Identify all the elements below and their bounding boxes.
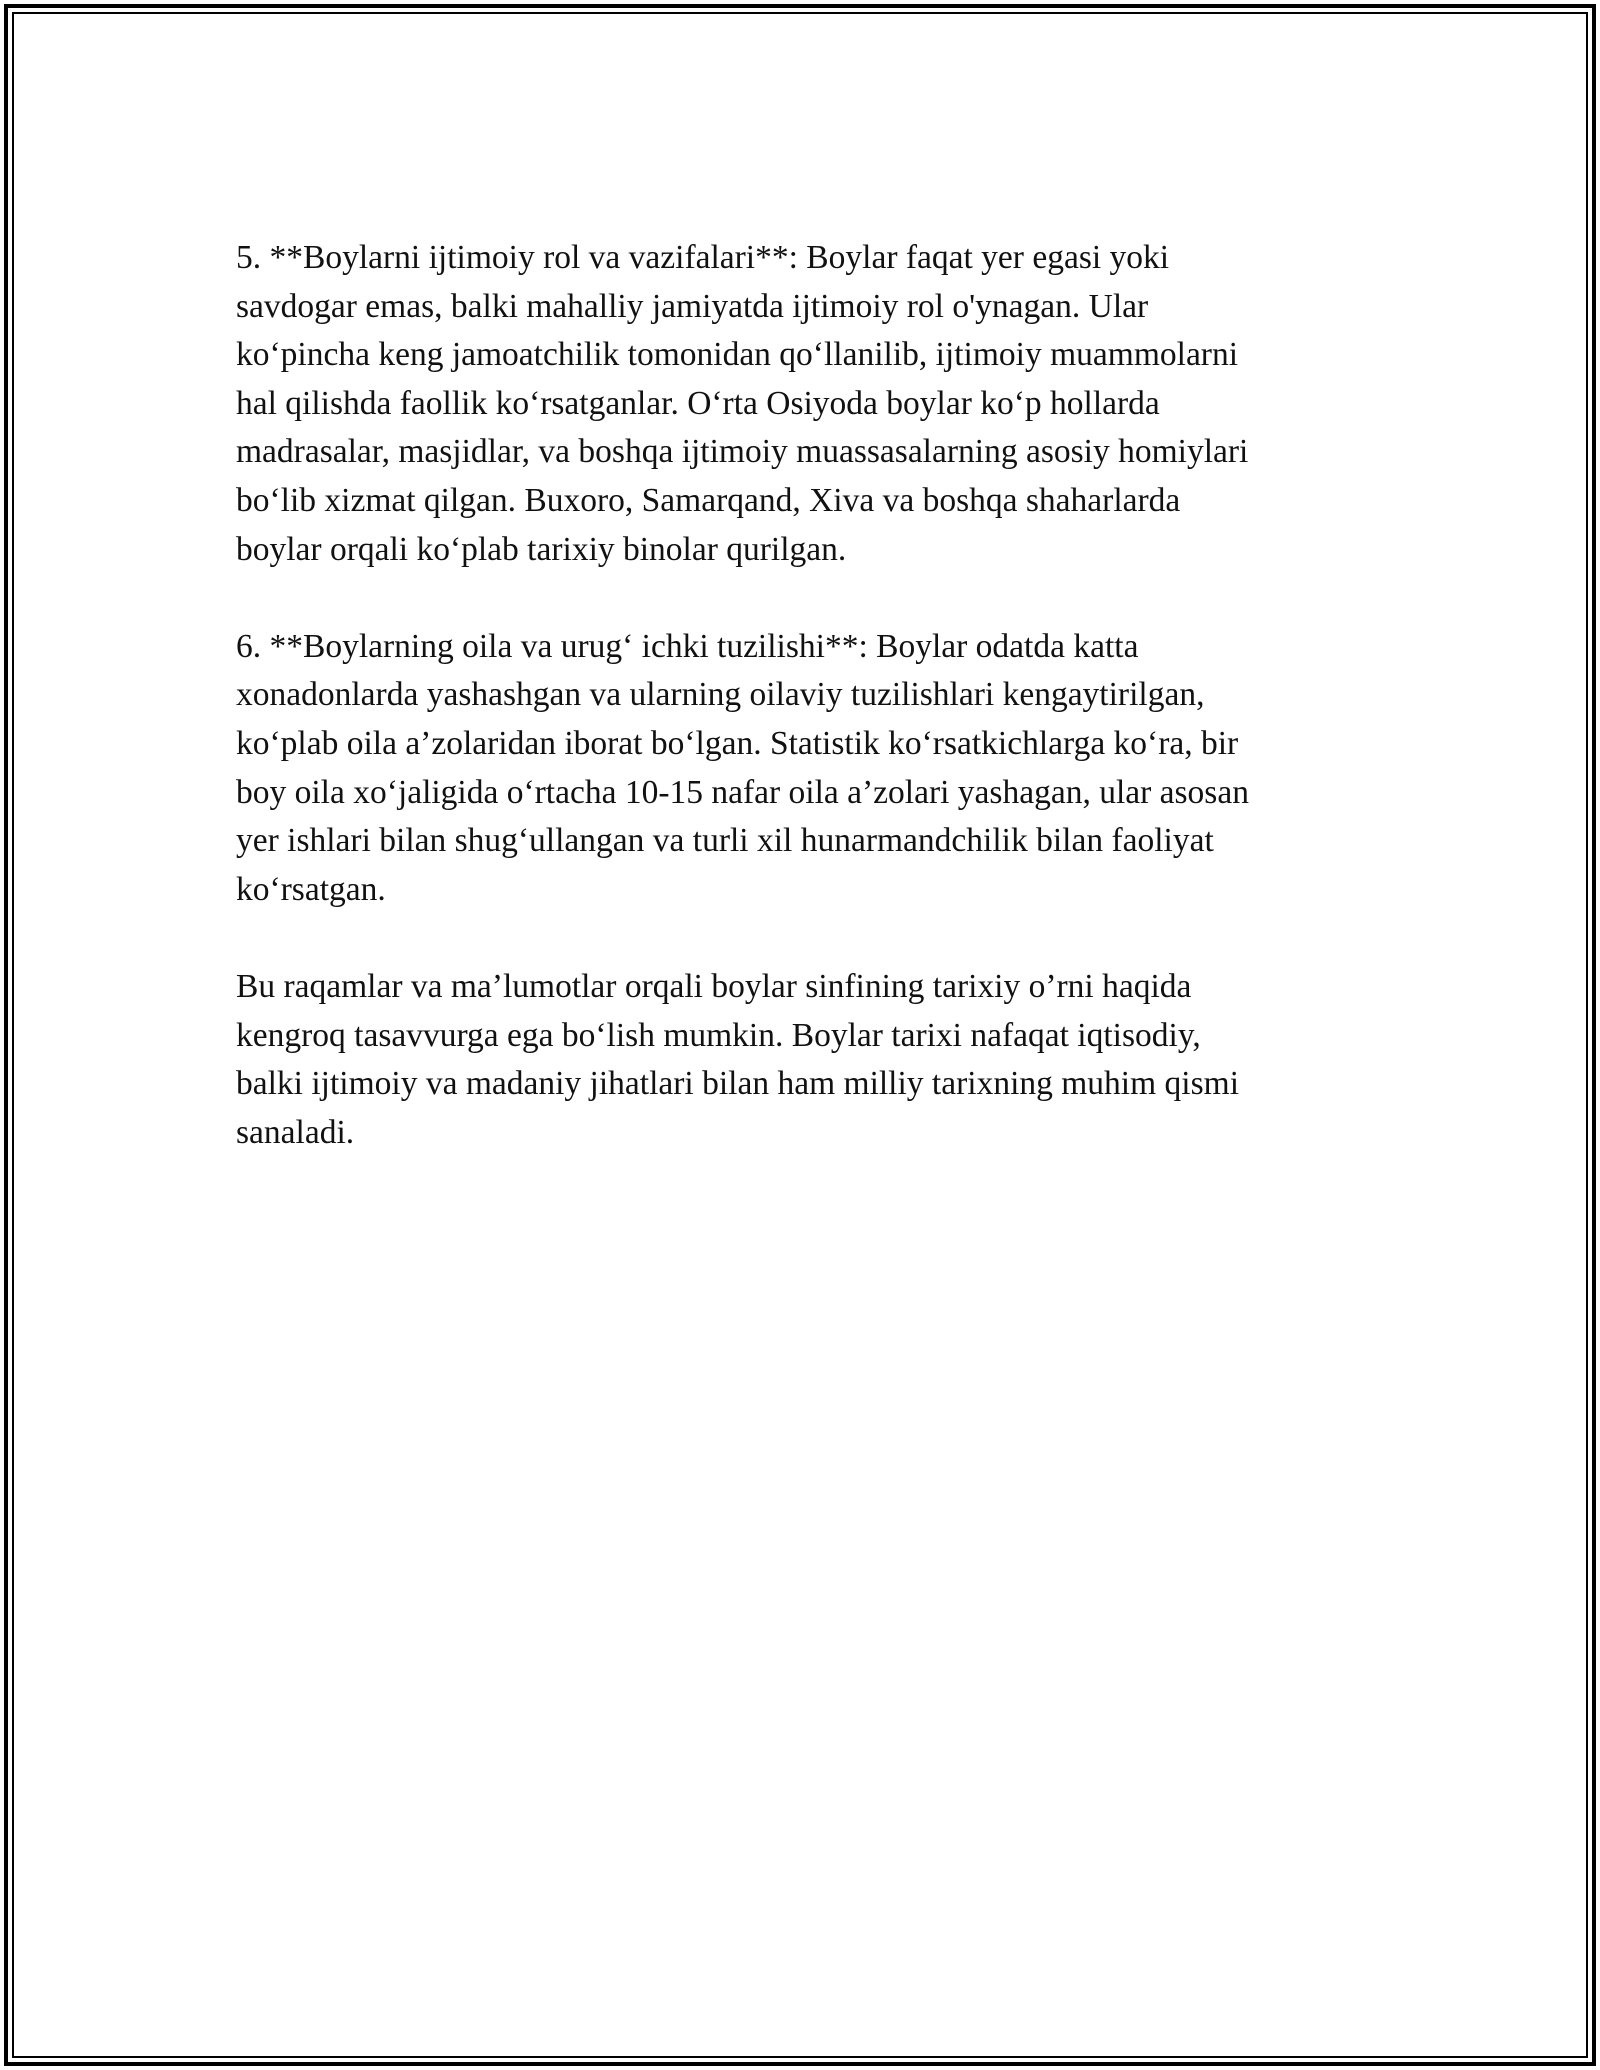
paragraph-boylar-ijtimoiy-rol bbox=[236, 234, 1376, 574]
text-line: boylar orqali ko‘plab tarixiy binolar qurilgan. bbox=[236, 530, 847, 568]
text-line: kengroq tasavvurga ega bo‘lish mumkin. Boylar tarixi nafaqat iqtisodiy, bbox=[236, 1016, 1201, 1054]
text-line: hal qilishda faollik ko‘rsatganlar. O‘rta Osiyoda boylar ko‘p hollarda bbox=[236, 384, 1160, 422]
paragraph-conclusion bbox=[236, 963, 1376, 1157]
text-line: ko‘pincha keng jamoatchilik tomonidan qo‘llanilib, ijtimoiy muammolarni bbox=[236, 336, 1239, 374]
text-line: 5. **Boylarni ijtimoiy rol va vazifalari**: Boylar faqat yer egasi yoki bbox=[236, 239, 1170, 276]
text-line: Bu raqamlar va ma’lumotlar orqali boylar sinfining tarixiy o’rni haqida bbox=[236, 967, 1192, 1005]
text-line: bo‘lib xizmat qilgan. Buxoro, Samarqand, Xiva va boshqa shaharlarda bbox=[236, 481, 1181, 519]
text-line: sanaladi. bbox=[236, 1113, 355, 1151]
text-line: balki ijtimoiy va madaniy jihatlari bilan ham milliy tarixning muhim qismi bbox=[236, 1065, 1240, 1103]
text-line: madrasalar, masjidlar, va boshqa ijtimoiy muassasalarning asosiy homiylari bbox=[236, 433, 1249, 471]
text-line: 6. **Boylarning oila va urug‘ ichki tuzilishi**: Boylar odatda katta bbox=[236, 627, 1139, 665]
text-line: savdogar emas, balki mahalliy jamiyatda ijtimoiy rol o'ynagan. Ular bbox=[236, 287, 1149, 325]
text-line: xonadonlarda yashashgan va ularning oilaviy tuzilishlari kengaytirilgan, bbox=[236, 676, 1205, 714]
paragraph-boylar-oila-tuzilishi bbox=[236, 623, 1376, 915]
text-line: yer ishlari bilan shug‘ullangan va turli xil hunarmandchilik bilan faoliyat bbox=[236, 822, 1214, 860]
text-line: boy oila xo‘jaligida o‘rtacha 10-15 nafar oila a’zolari yashagan, ular asosan bbox=[236, 773, 1249, 811]
document-body bbox=[236, 234, 1376, 1206]
text-line: ko‘plab oila a’zolaridan iborat bo‘lgan. Statistik ko‘rsatkichlarga ko‘ra, bir bbox=[236, 724, 1239, 762]
text-line: ko‘rsatgan. bbox=[236, 870, 386, 908]
